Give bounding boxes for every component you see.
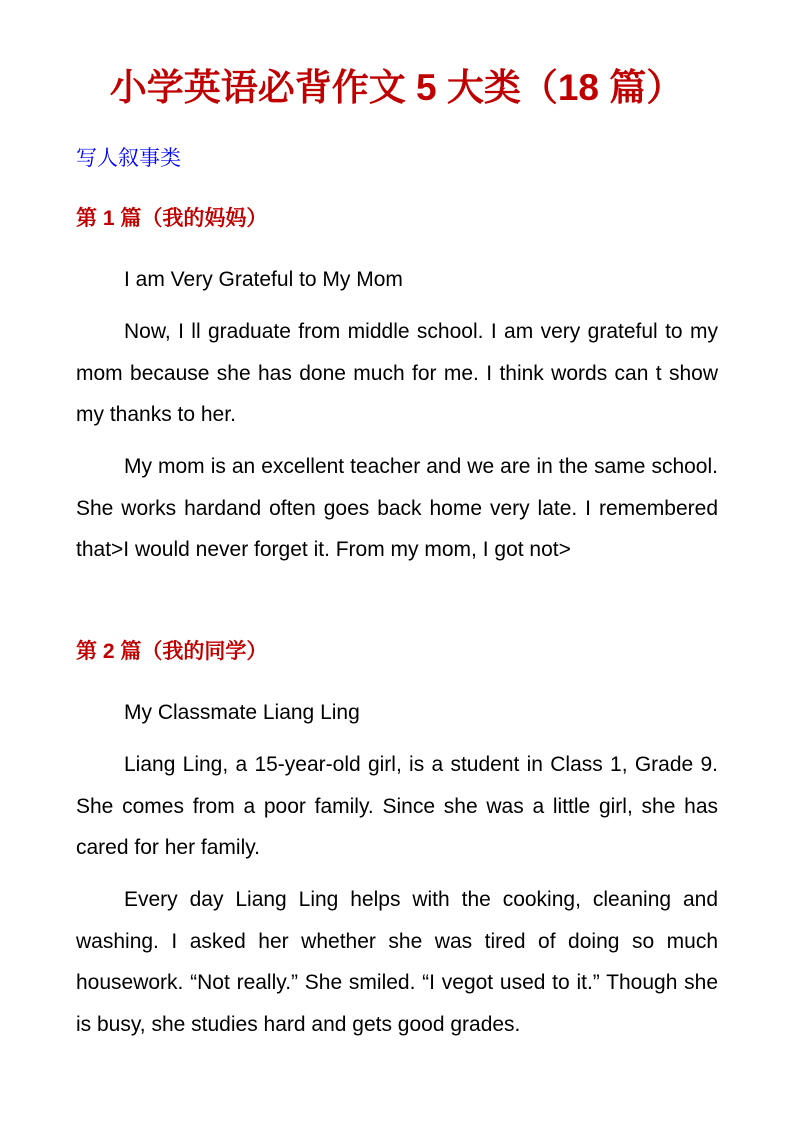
essay-2-paragraph-2: Every day Liang Ling helps with the cooking, cleaning and washing. I asked her whether she was tired of doing so much housework. “Not really.” She smiled. “I vegot used to it.” Though she is busy, she studies hard and gets good grades. bbox=[76, 888, 718, 1036]
essay-2-heading: 第 2 篇（我的同学） bbox=[76, 640, 268, 663]
essay-1-paragraph-2: My mom is an excellent teacher and we are in the same school. She works hardand often goes back home very late. I remembered that>I would never forget it. From my mom, I got not> bbox=[76, 455, 718, 561]
document-title: 小学英语必背作文 5 大类（18 篇） bbox=[109, 67, 684, 108]
essay-1-heading: 第 1 篇（我的妈妈） bbox=[76, 207, 268, 230]
essay-1-title: I am Very Grateful to My Mom bbox=[124, 268, 403, 291]
essay-2-paragraph-1: Liang Ling, a 15-year-old girl, is a student in Class 1, Grade 9. She comes from a poor family. Since she was a little girl, she has cared for her family. bbox=[76, 753, 718, 859]
essay-2-title: My Classmate Liang Ling bbox=[124, 701, 360, 724]
category-heading: 写人叙事类 bbox=[76, 147, 181, 170]
essay-1-paragraph-1: Now, I ll graduate from middle school. I am very grateful to my mom because she has done much for me. I think words can t show my thanks to her. bbox=[76, 320, 718, 426]
